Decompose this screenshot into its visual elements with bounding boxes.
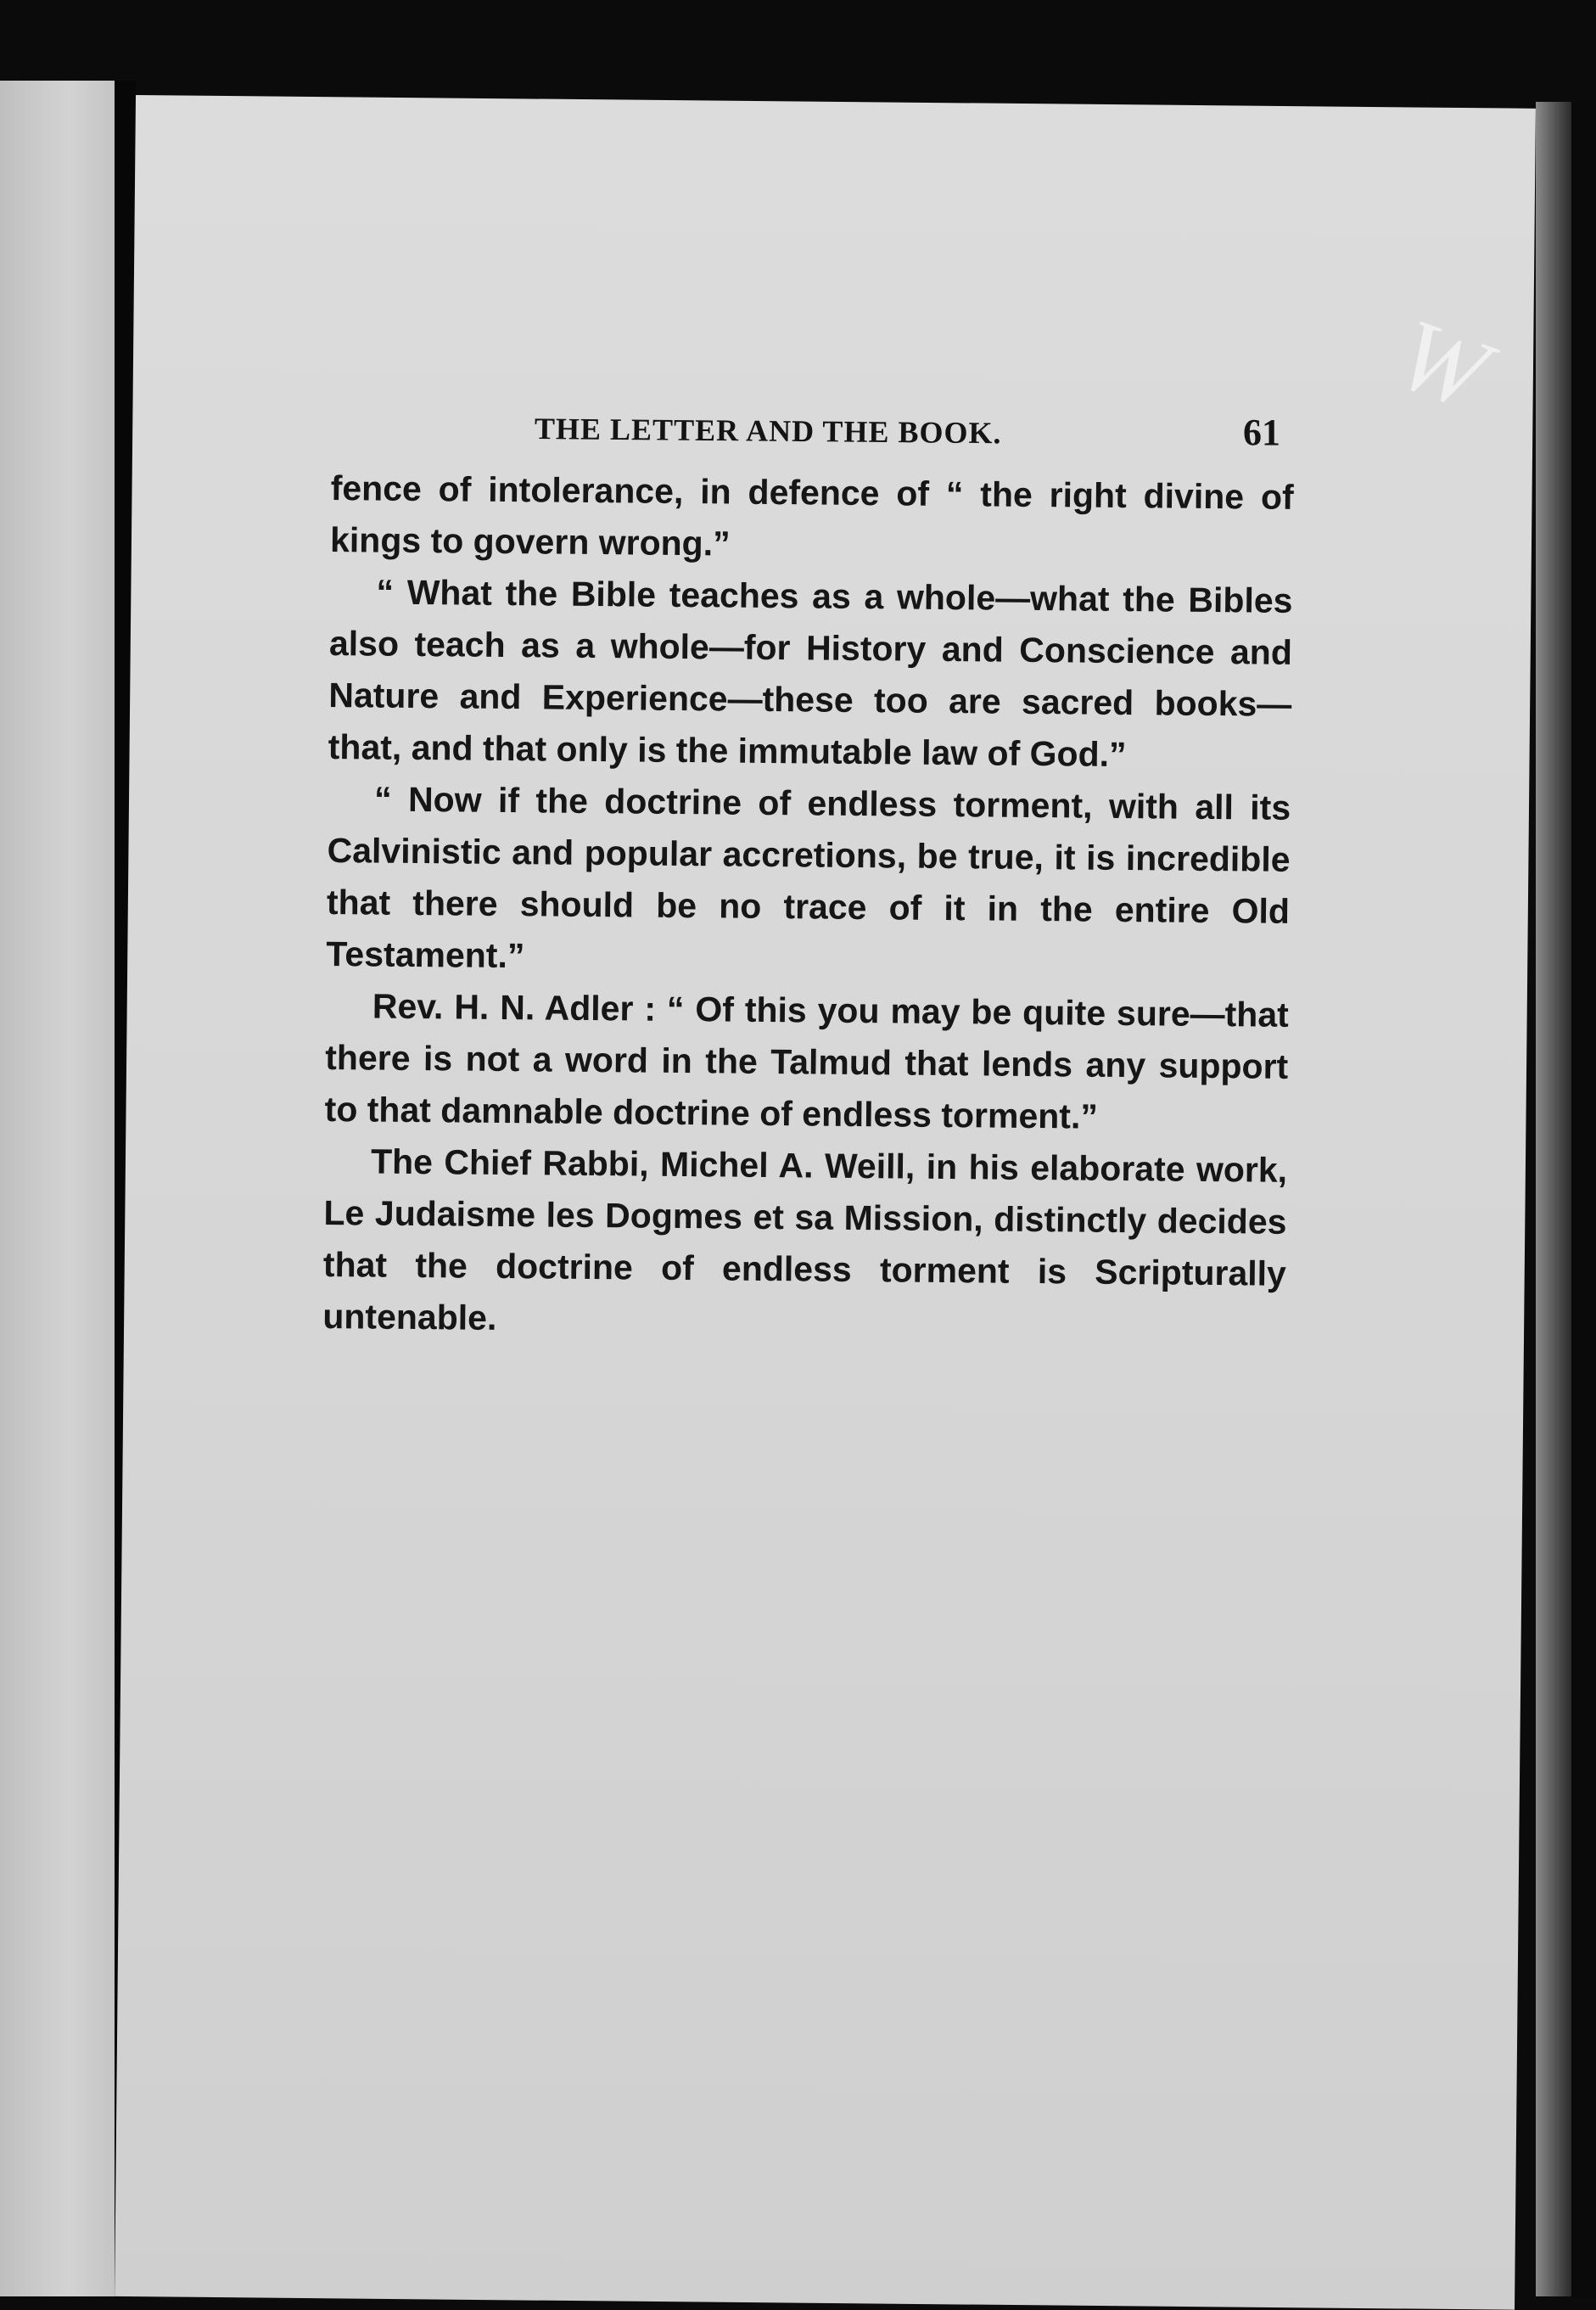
paragraph: fence of intolerance, in defence of “ the right divine of kings to govern wrong.”: [329, 468, 1294, 563]
paragraph: The Chief Rabbi, Michel A. Weill, in his elaborate work, Le Judaisme les Dogmes et sa Mission, distinctly decides that the doctrine of endless torment is Scripturally untenable.: [322, 1141, 1288, 1337]
paragraph: “ Now if the doctrine of endless torment, with all its Calvinistic and popular accretions, be true, it is incredible that there should be no trace of it in the entire Old Testament.”: [326, 779, 1291, 976]
handwritten-margin-mark: W: [1383, 295, 1502, 432]
page-fore-edge: [1536, 102, 1571, 2296]
paragraph: “ What the Bible teaches as a whole—what the Bibles also teach as a whole—for History and Conscience and Nature and Experience—these too are sacred books—that, and that only is the immutable law of God.”: [328, 572, 1293, 775]
facing-page-edge: [0, 81, 115, 2296]
running-head: THE LETTER AND THE BOOK.: [534, 412, 1002, 451]
page-body: [322, 463, 1294, 1352]
scan-border: [1571, 102, 1596, 2296]
paragraph: Rev. H. N. Adler : “ Of this you may be quite sure—that there is not a word in the Talmud that lends any support to that damnable doctrine of endless torment.”: [324, 986, 1290, 1136]
page-number: 61: [1243, 412, 1280, 453]
